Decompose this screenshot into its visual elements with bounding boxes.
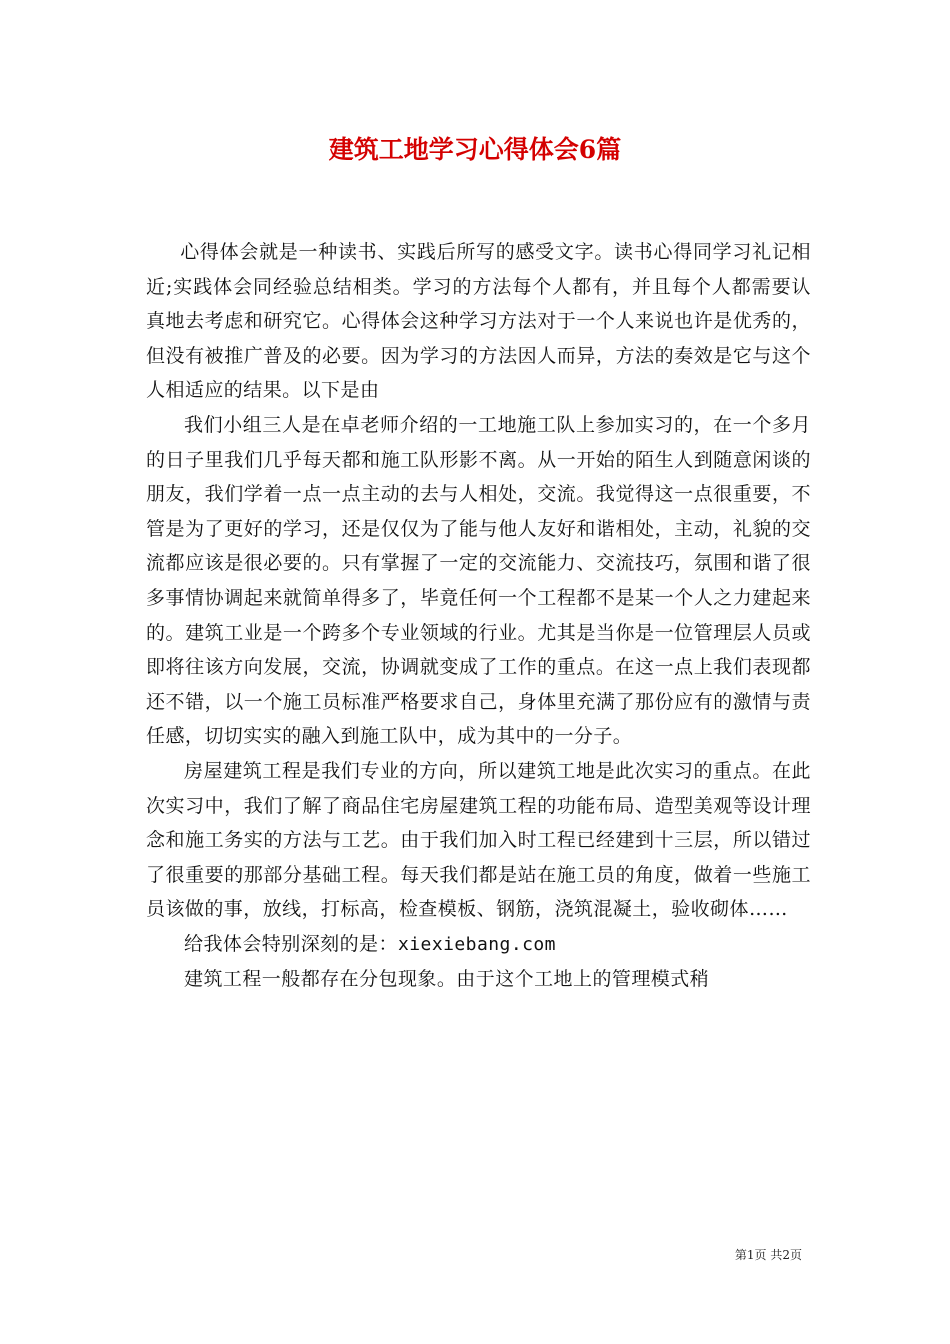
paragraph-team: 我们小组三人是在卓老师介绍的一工地施工队上参加实习的，在一个多月的日子里我们几乎每天都和施工队形影不离。从一开始的陌生人到随意闲谈的朋友，我们学着一点一点主动的去与人相处，交流。我觉得这一点很重要，不管是为了更好的学习，还是仅仅为了能与他人友好和谐相处，主动，礼貌的交流都应该是很必要的。只有掌握了一定的交流能力、交流技巧，氛围和谐了很多事情协调起来就简单得多了，毕竟任何一个工程都不是某一个人之力建起来的。建筑工业是一个跨多个专业领域的行业。尤其是当你是一位管理层人员或即将往该方向发展，交流，协调就变成了工作的重点。在这一点上我们表现都还不错，以一个施工员标准严格要求自己，身体里充满了那份应有的激情与责任感，切切实实的融入到施工队中，成为其中的一分子。 bbox=[146, 413, 811, 748]
paragraph-subcontract: 建筑工程一般都存在分包现象。由于这个工地上的管理模式稍 bbox=[184, 968, 710, 991]
paragraph-intro: 心得体会就是一种读书、实践后所写的感受文字。读书心得同学习礼记相近;实践体会同经验总结相类。学习的方法每个人都有，并且每个人都需要认真地去考虑和研究它。心得体会这种学习方法对于一个人来说也许是优秀的，但没有被推广普及的必要。因为学习的方法因人而异，方法的奏效是它与这个人相适应的结果。以下是由 bbox=[146, 241, 811, 402]
site-link[interactable]: xiexiebang.com bbox=[397, 933, 556, 955]
document-body bbox=[146, 235, 811, 997]
page-number: 第1页 共2页 bbox=[734, 1248, 802, 1262]
paragraph-impression bbox=[146, 927, 811, 963]
paragraph-engineering: 房屋建筑工程是我们专业的方向，所以建筑工地是此次实习的重点。在此次实习中，我们了解了商品住宅房屋建筑工程的功能布局、造型美观等设计理念和施工务实的方法与工艺。由于我们加入时工程已经建到十三层，所以错过了很重要的那部分基础工程。每天我们都是站在施工员的角度，做着一些施工员该做的事，放线，打标高，检查模板、钢筋，浇筑混凝土，验收砌体…… bbox=[146, 759, 811, 921]
impression-text: 给我体会特别深刻的是： bbox=[184, 932, 398, 955]
document-title: 建筑工地学习心得体会6篇 bbox=[328, 135, 622, 164]
